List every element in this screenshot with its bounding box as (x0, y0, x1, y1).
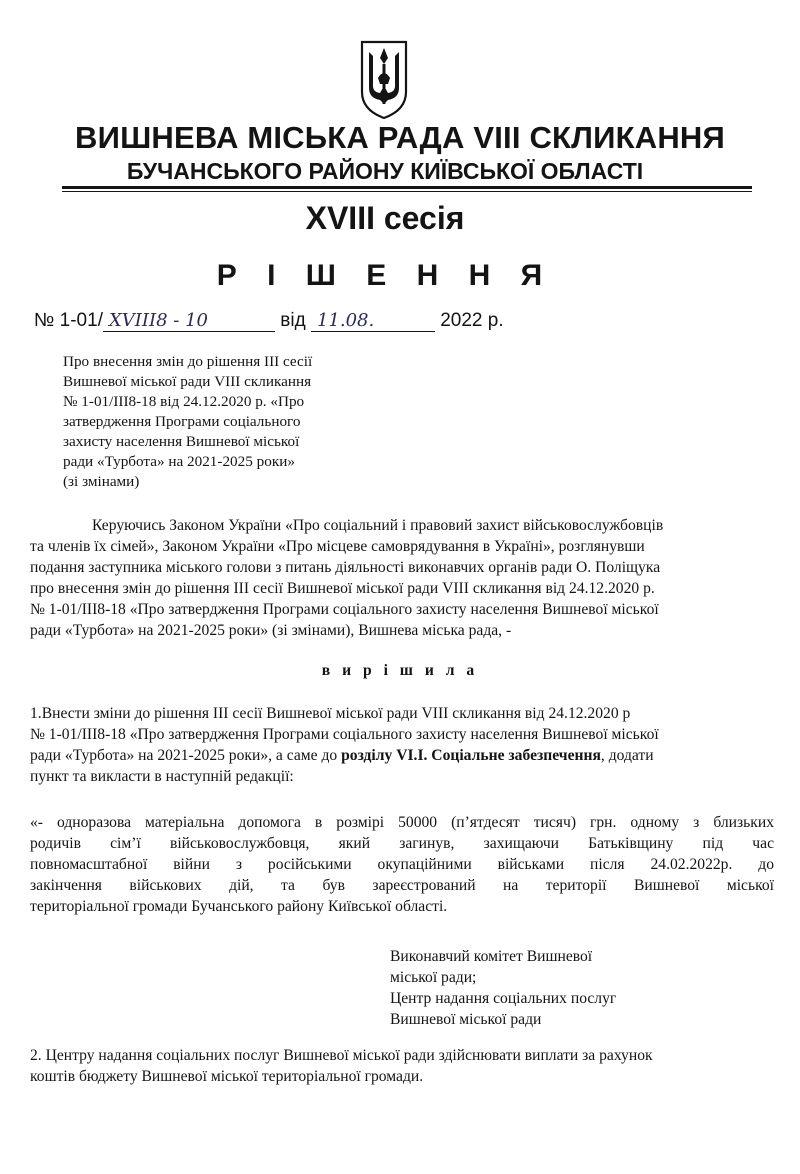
quote-line: закінчення військових дій, та був зареєстрований на території Вишневої міської (30, 877, 774, 894)
preamble-line: Керуючись Законом України «Про соціальний і правовий захист військовослужбовців (92, 517, 664, 534)
decided-label: в и р і ш и л а (321, 662, 479, 679)
section-reference: розділу VI.I. Соціальне забезпечення (341, 747, 601, 764)
subject-line: Вишневої міської ради VIII скликання (63, 373, 312, 390)
decision-year: 2022 р. (440, 310, 504, 331)
item-1-line: № 1-01/ІІІ8-18 «Про затвердження Програми соціального захисту населення Вишневої міської (30, 726, 659, 743)
preamble-line: ради «Турбота» на 2021-2025 роки» (зі змінами), Вишнева міська рада, - (30, 622, 512, 639)
executor-line: Виконавчий комітет Вишневої (390, 948, 593, 965)
header-divider-thin (62, 191, 752, 192)
quote-line: родичів сім’ї військовослужбовця, який загинув, захищаючи Батьківщину під час (30, 835, 774, 852)
session-title: XVIII сесія (305, 200, 465, 236)
header-divider-thick (62, 186, 752, 189)
executor-line: Центр надання соціальних послуг (390, 990, 617, 1007)
preamble-line: подання заступника міського голови з питань діяльності виконавчих органів ради О. Поліщука (30, 559, 661, 576)
item-1-line (30, 745, 774, 766)
trident-coat-of-arms-icon (356, 38, 412, 120)
decision-item-1 (30, 703, 774, 787)
preamble-line: та членів їх сімей», Законом України «Про місцеве самоврядування в Україні», розглянувши (30, 538, 645, 555)
item-1-line: 1.Внести зміни до рішення ІІІ сесії Вишневої міської ради VIII скликання від 24.12.2020 р (30, 705, 631, 722)
executor-line: Вишневої міської ради (390, 1011, 542, 1028)
handwritten-decision-number: XVIII8 - 10 (103, 311, 275, 332)
handwritten-decision-date: 11.08. (311, 311, 435, 332)
document-type-title: Р І Ш Е Н Н Я (216, 259, 554, 292)
quote-line: повномасштабної війни з російськими окупаційними військами після 24.02.2022р. до (30, 856, 774, 873)
subject-line: затвердження Програми соціального (63, 413, 301, 430)
item-2-line: коштів бюджету Вишневої міської територіальної громади. (30, 1068, 424, 1085)
date-from-label: від (280, 310, 306, 331)
decision-number-line (34, 310, 634, 332)
preamble (30, 515, 774, 641)
item-1-line-3-end: , додати (600, 747, 654, 764)
quote-line: територіальної громади Бучанського району Київської області. (30, 898, 448, 915)
item-2-line: 2. Центру надання соціальних послуг Вишневої міської ради здійснювати виплати за рахунок (30, 1047, 653, 1064)
number-prefix: № 1-01/ (34, 310, 103, 331)
council-name: ВИШНЕВА МІСЬКА РАДА VIII СКЛИКАННЯ (75, 120, 725, 155)
subject-line: ради «Турбота» на 2021-2025 роки» (63, 453, 295, 470)
preamble-line: про внесення змін до рішення ІІІ сесії Вишневої міської ради VIII скликання від 24.12.2020 р. (30, 580, 655, 597)
item-1-line: пункт та викласти в наступній редакції: (30, 768, 294, 785)
responsible-executors (390, 946, 710, 1030)
executor-line: міської ради; (390, 969, 477, 986)
district-name: БУЧАНСЬКОГО РАЙОНУ КИЇВСЬКОЇ ОБЛАСТІ (126, 158, 644, 184)
subject-line: захисту населення Вишневої міської (63, 433, 300, 450)
new-clause-quote (30, 812, 774, 917)
subject-line: (зі змінами) (63, 473, 140, 490)
item-1-line-3-start: ради «Турбота» на 2021-2025 роки», а саме до (30, 747, 342, 764)
subject-line: № 1-01/ІІІ8-18 від 24.12.2020 р. «Про (63, 393, 305, 410)
decision-subject (63, 352, 348, 492)
decision-item-2 (30, 1045, 774, 1087)
subject-line: Про внесення змін до рішення ІІІ сесії (63, 353, 313, 370)
preamble-line: № 1-01/ІІІ8-18 «Про затвердження Програми соціального захисту населення Вишневої міської (30, 601, 659, 618)
quote-line: «- одноразова матеріальна допомога в розмірі 50000 (п’ятдесят тисяч) грн. одному з близьких (30, 814, 774, 831)
